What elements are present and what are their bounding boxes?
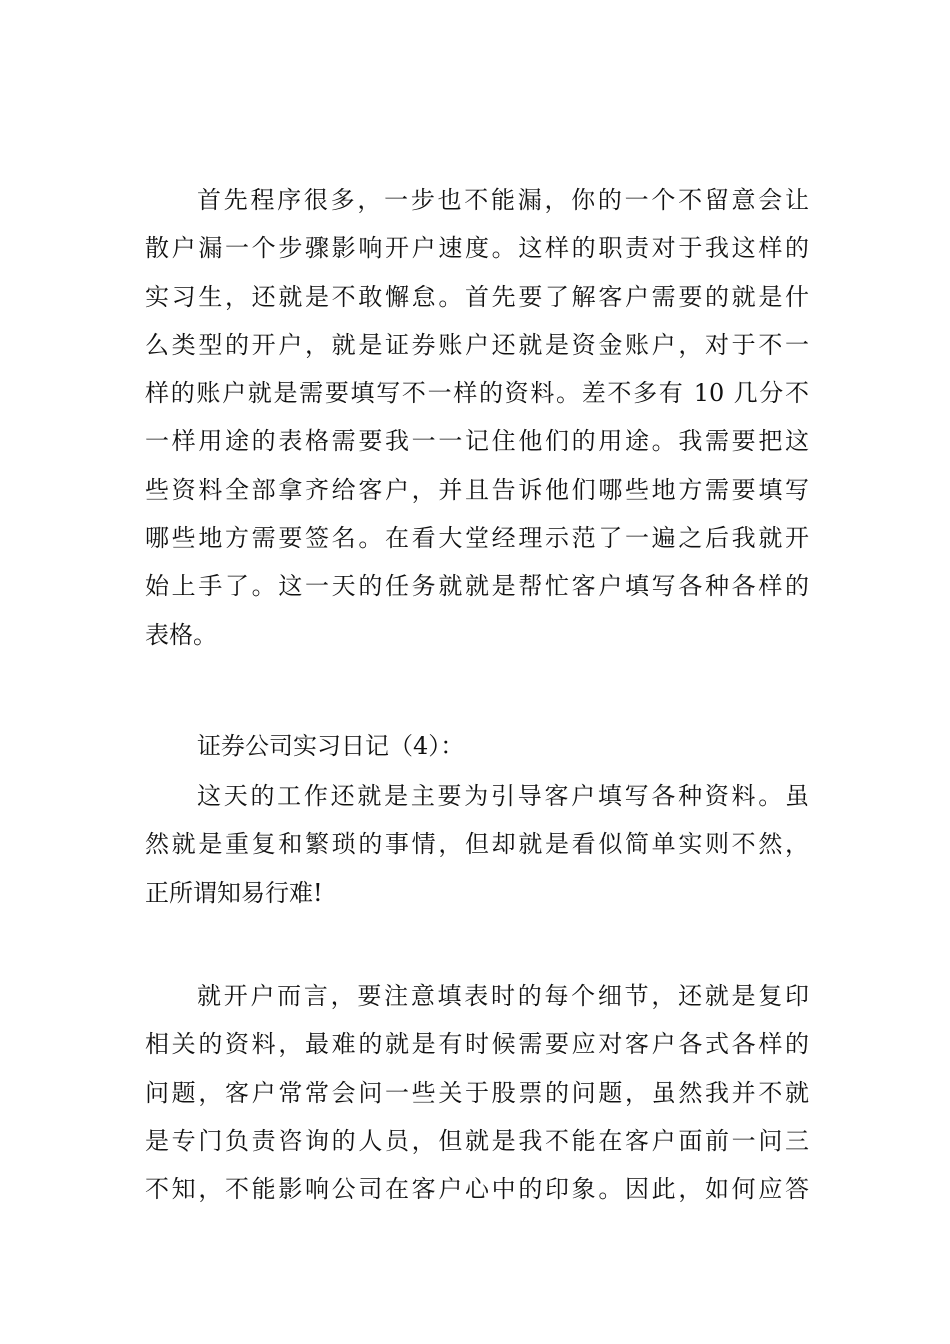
paragraph-3: [145, 972, 809, 1213]
paragraph-1: [145, 176, 809, 659]
paragraph-line: 这天的工作还就是主要为引导客户填写各种资料。虽: [197, 782, 809, 810]
paragraph-line: 正所谓知易行难!: [145, 878, 323, 907]
paragraph-line: 实习生，还就是不敢懈怠。首先要了解客户需要的就是什: [145, 282, 809, 311]
paragraph-line: 哪些地方需要签名。在看大堂经理示范了一遍之后我就开: [145, 524, 809, 553]
paragraph-line: 是专门负责咨询的人员，但就是我不能在客户面前一问三: [145, 1126, 809, 1155]
paragraph-line: 不知，不能影响公司在客户心中的印象。因此，如何应答: [145, 1175, 809, 1204]
paragraph-2: [145, 772, 809, 917]
paragraph-line: 一样用途的表格需要我一一记住他们的用途。我需要把这: [145, 427, 809, 456]
paragraph-line: 首先程序很多，一步也不能漏，你的一个不留意会让: [197, 186, 809, 214]
paragraph-line: 散户漏一个步骤影响开户速度。这样的职责对于我这样的: [145, 234, 809, 263]
paragraph-line: 相关的资料，最难的就是有时候需要应对客户各式各样的: [145, 1030, 809, 1059]
paragraph-line: 样的账户就是需要填写不一样的资料。差不多有 10 几分不: [145, 379, 809, 408]
paragraph-line: 些资料全部拿齐给客户，并且告诉他们哪些地方需要填写: [145, 475, 809, 504]
paragraph-line: 然就是重复和繁琐的事情，但却就是看似简单实则不然，: [145, 830, 809, 859]
section-heading: 证券公司实习日记（4）：: [197, 732, 465, 760]
paragraph-line: 问题，客户常常会问一些关于股票的问题，虽然我并不就: [145, 1078, 809, 1107]
paragraph-line: 就开户而言，要注意填表时的每个细节，还就是复印: [197, 982, 809, 1010]
paragraph-line: 始上手了。这一天的任务就就是帮忙客户填写各种各样的: [145, 572, 809, 601]
paragraph-line: 么类型的开户，就是证券账户还就是资金账户，对于不一: [145, 330, 809, 359]
paragraph-line: 表格。: [145, 620, 217, 649]
